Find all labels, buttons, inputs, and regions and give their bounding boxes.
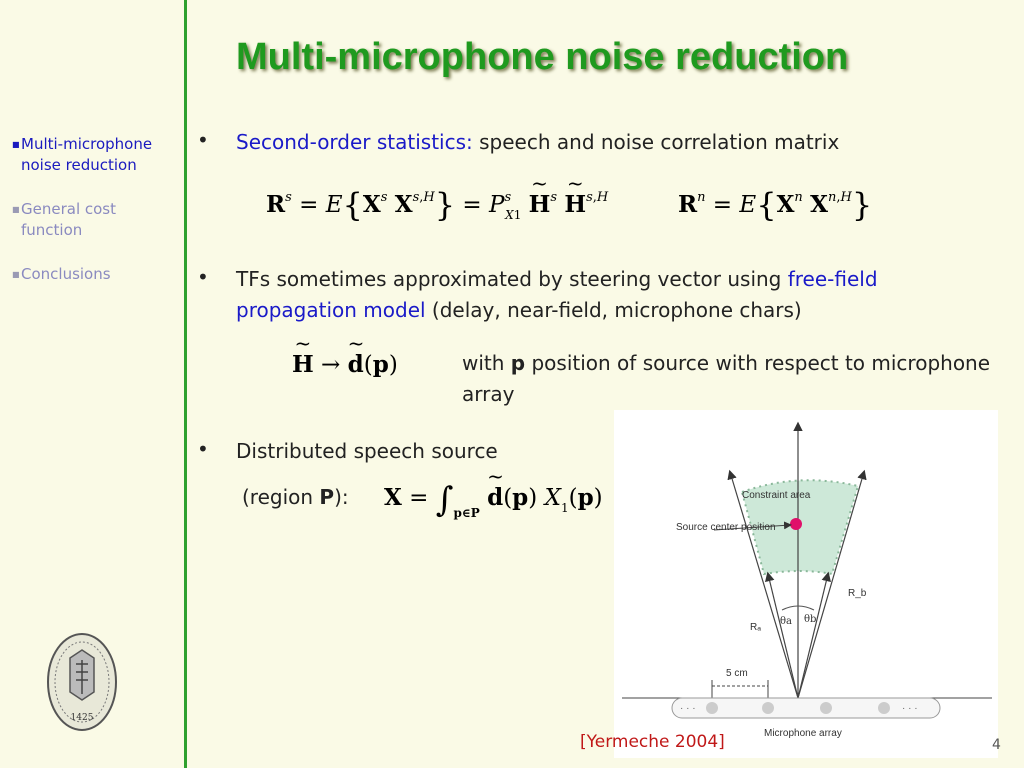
theta-b-label: θb: [804, 614, 817, 625]
equation-speech-correlation: $R^s = E\{X^s$ $X^{s,H}\} = P^s_{X1}$ ~ $H^s$ ~ $H^{s,H}$: [266, 186, 608, 224]
source-position-marker: [790, 518, 802, 530]
bullet-square-icon: ■: [12, 270, 20, 279]
bullet-2-link: free-field propagation model: [236, 267, 878, 322]
region-suffix: ):: [334, 485, 349, 509]
bullet-dot: •: [197, 265, 209, 289]
bullet-dot: •: [197, 128, 209, 152]
note-rest: position of source with respect to microphone array: [462, 351, 991, 406]
bullet-3-region: [242, 482, 349, 513]
sidebar-item-general-cost[interactable]: [12, 199, 180, 241]
bullet-square-icon: ■: [12, 140, 20, 149]
sidebar-divider: [184, 0, 187, 768]
bullet-2-rest: (delay, near-field, microphone chars): [425, 298, 802, 322]
bullet-1-rest: speech and noise correlation matrix: [472, 130, 840, 154]
sidebar-item-label: General cost function: [21, 200, 117, 239]
array-dots-left: · · ·: [680, 703, 696, 714]
university-seal-logo: [44, 630, 120, 734]
bullet-1-text: [236, 127, 839, 158]
ray-rb: [798, 574, 828, 698]
microphone-element: [820, 702, 832, 714]
bullet-square-icon: ■: [12, 205, 20, 214]
microphone-element: [762, 702, 774, 714]
note-bold: p: [510, 351, 526, 375]
sidebar-item-multi-microphone[interactable]: [12, 134, 180, 176]
distance-label: 5 cm: [726, 668, 748, 679]
bullet-2-main: TFs sometimes approximated by steering vector using: [236, 267, 788, 291]
equation-distributed-source: $X = \int_{p\in P}$ ~ d(p) $X_1(p)$: [384, 480, 603, 520]
note-prefix: with: [462, 351, 511, 375]
page-number: 4: [992, 737, 1001, 753]
region-bold: P: [319, 485, 335, 509]
equation-noise-correlation: $R^n = E\{X^n$ $X^{n,H}$}: [678, 186, 873, 224]
region-prefix: (region: [242, 485, 320, 509]
microphone-element: [706, 702, 718, 714]
citation: [Yermeche 2004]: [580, 732, 725, 752]
rb-label: R_b: [848, 588, 867, 599]
microphone-element: [878, 702, 890, 714]
ra-label: Rₐ: [750, 622, 761, 633]
equation-steering-vector: ~ H → ~ d(p): [292, 351, 398, 378]
bullet-2-note: [462, 348, 1024, 410]
source-label: Source center position: [676, 522, 776, 533]
array-dots-right: · · ·: [902, 703, 918, 714]
bullet-1-highlight: Second-order statistics:: [236, 130, 473, 154]
sidebar-item-label: Conclusions: [21, 265, 111, 283]
bullet-2-text: [236, 264, 976, 326]
diagram-svg: [614, 410, 998, 758]
logo-year: 1425: [70, 713, 94, 723]
ray-ra: [768, 574, 798, 698]
sidebar-item-label: Multi-microphone noise reduction: [21, 135, 153, 174]
theta-a-label: θa: [780, 616, 792, 627]
bullet-3-text: Distributed speech source: [236, 439, 498, 463]
bullet-dot: •: [197, 437, 209, 461]
sidebar-nav: [12, 134, 180, 308]
slide-title: Multi-microphone noise reduction: [236, 36, 849, 78]
microphone-array-label: Microphone array: [764, 728, 842, 739]
constraint-label: Constraint area: [742, 490, 811, 501]
microphone-array-diagram: [614, 410, 998, 758]
sidebar-item-conclusions[interactable]: [12, 264, 180, 285]
